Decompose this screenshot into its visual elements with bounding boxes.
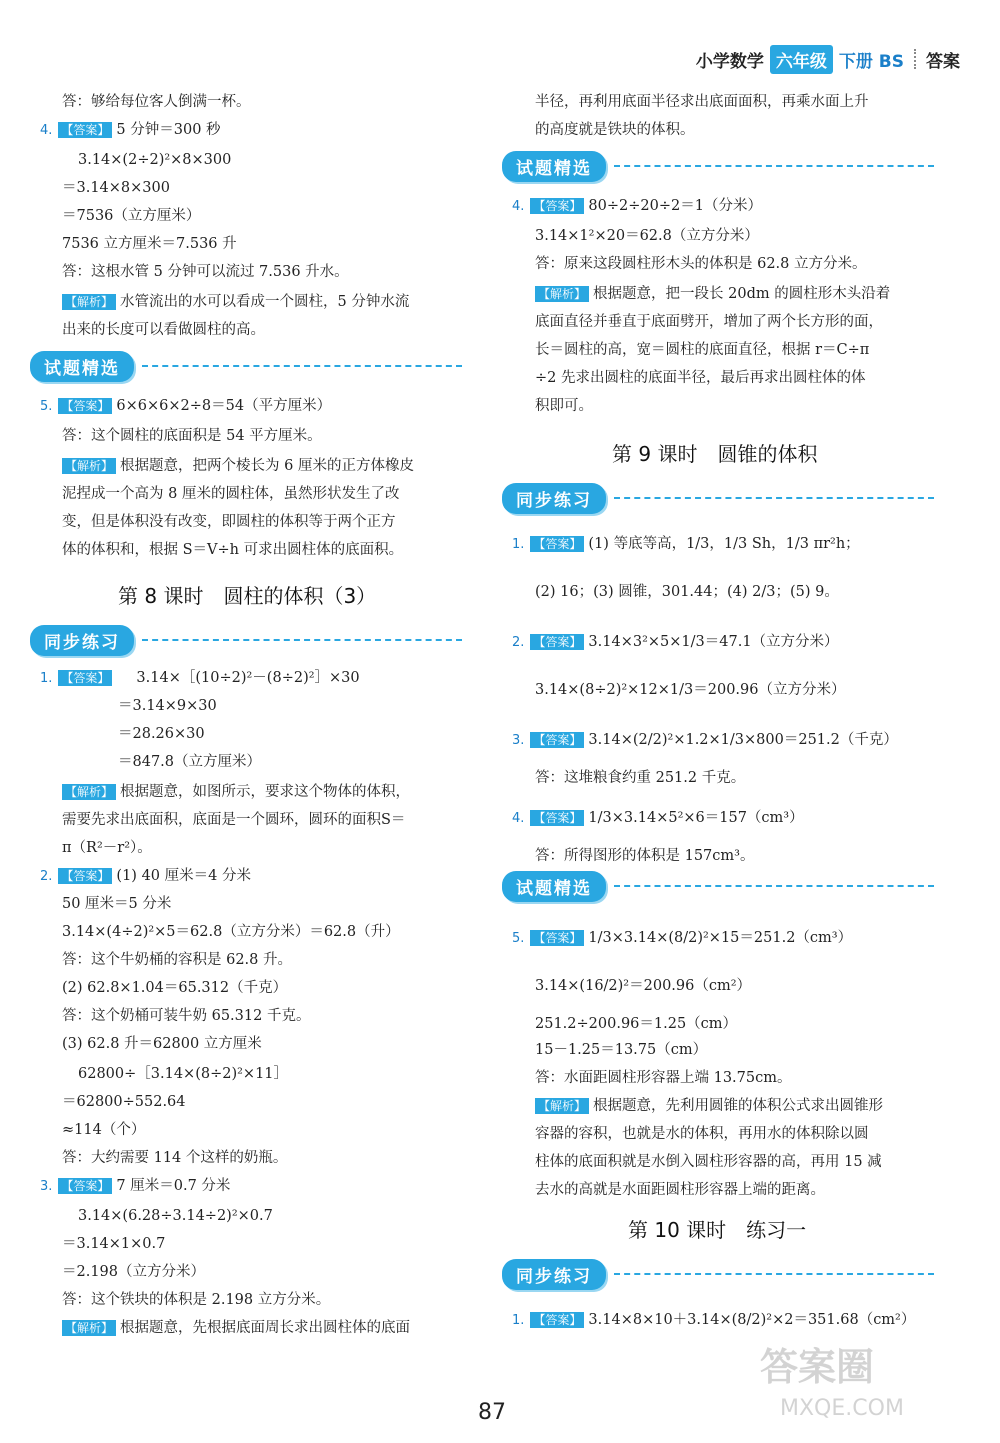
analysis-line: 【解析】 根据题意，如图所示，要求这个物体的体积， (62, 782, 410, 802)
formula-line: 3.14×(2÷2)²×8×300 (78, 152, 232, 168)
text-line: 需要先求出底面积，底面是一个圆环，圆环的面积S＝ (62, 812, 406, 828)
question-4: 4. 【答案】 5 分钟＝300 秒 (40, 122, 221, 138)
text-line: 答：大约需要 114 个这样的奶瓶。 (62, 1150, 288, 1166)
text-line: 答：这个圆柱的底面积是 54 平方厘米。 (62, 428, 322, 444)
formula-line: 3.14×(4÷2)²×5＝62.8（立方分米）＝62.8（升） (62, 924, 400, 940)
question-2: 2. 【答案】 (1) 40 厘米＝4 分米 (40, 868, 251, 884)
question-3: 3. 【答案】 3.14×(2/2)²×1.2×1/3×800＝251.2（千克） (512, 732, 898, 748)
text-line: 容器的容积，也就是水的体积，再用水的体积除以圆 (535, 1126, 869, 1142)
text-line: 长＝圆柱的高，宽＝圆柱的底面直径，根据 r＝C÷π (535, 342, 870, 358)
question-1: 1. 【答案】 3.14×［(10÷2)²－(8÷2)²］×30 (40, 670, 360, 686)
question-4: 4. 【答案】 80÷2÷20÷2＝1（分米） (512, 198, 762, 214)
text-line: 50 厘米＝5 分米 (62, 896, 172, 912)
formula-line: ＝847.8（立方厘米） (118, 754, 262, 770)
lesson-title: 第 9 课时 圆锥的体积 (612, 442, 818, 466)
text-line: 泥捏成一个高为 8 厘米的圆柱体，虽然形状发生了改 (62, 486, 400, 502)
text-line: 答：够给每位客人倒满一杯。 (62, 94, 251, 110)
section-banner: 同步练习 (502, 482, 934, 514)
question-3: 3. 【答案】 7 厘米＝0.7 分米 (40, 1178, 231, 1194)
formula-line: 3.14×1²×20＝62.8（立方分米） (535, 228, 759, 244)
text-line: 答：这个铁块的体积是 2.198 立方分米。 (62, 1292, 331, 1308)
text-line: 答：这堆粮食约重 251.2 千克。 (535, 770, 746, 786)
section-banner: 同步练习 (30, 624, 462, 656)
analysis-line: 【解析】 水管流出的水可以看成一个圆柱，5 分钟水流 (62, 292, 409, 312)
svg-text:MXQE.COM: MXQE.COM (780, 1396, 904, 1421)
analysis-line: 【解析】 根据题意，先利用圆锥的体积公式求出圆锥形 (535, 1096, 883, 1116)
text-line: 答：这根水管 5 分钟可以流过 7.536 升水。 (62, 264, 349, 280)
watermark-logo (750, 1335, 980, 1425)
text-line: 出来的长度可以看做圆柱的高。 (62, 322, 265, 338)
text-line: 底面直径并垂直于底面劈开，增加了两个长方形的面， (535, 314, 883, 330)
page-number: 87 (478, 1400, 506, 1425)
text-line: (2) 62.8×1.04＝65.312（千克） (62, 980, 288, 996)
text-line: 的高度就是铁块的体积。 (535, 122, 695, 138)
formula-line: 3.14×(16/2)²＝200.96（cm²） (535, 978, 752, 994)
section-banner: 试题精选 (502, 150, 934, 182)
section-banner: 同步练习 (502, 1258, 934, 1290)
text-line: 答：这个奶桶可装牛奶 65.312 千克。 (62, 1008, 311, 1024)
formula-line: ＝3.14×9×30 (118, 698, 217, 714)
text-line: 去水的高就是水面距圆柱形容器上端的距离。 (535, 1182, 825, 1198)
text-line: 变，但是体积没有改变，即圆柱的体积等于两个正方 (62, 514, 396, 530)
formula-line: 7536 立方厘米＝7.536 升 (62, 236, 237, 252)
analysis-line: 【解析】 根据题意，把两个棱长为 6 厘米的正方体橡皮 (62, 456, 414, 476)
question-5: 5. 【答案】 1/3×3.14×(8/2)²×15＝251.2（cm³） (512, 930, 853, 946)
formula-line: 62800÷［3.14×(8÷2)²×11］ (78, 1066, 289, 1082)
text-line: 积即可。 (535, 398, 593, 414)
question-1: 1. 【答案】 (1) 等底等高，1/3，1/3 Sh，1/3 πr²h； (512, 536, 860, 552)
text-line: π（R²－r²）。 (62, 840, 152, 856)
formula-line: ＝28.26×30 (118, 726, 205, 742)
formula-line: ＝2.198（立方分米） (62, 1264, 206, 1280)
svg-text:答案圈: 答案圈 (760, 1345, 875, 1389)
lesson-title: 第 8 课时 圆柱的体积（3） (118, 584, 377, 608)
text-line: 答：原来这段圆柱形木头的体积是 62.8 立方分米。 (535, 256, 867, 272)
header-divider (914, 49, 916, 69)
text-line: 半径，再利用底面半径求出底面面积，再乘水面上升 (535, 94, 869, 110)
text-line: 答：所得图形的体积是 157cm³。 (535, 848, 755, 864)
text-line: 答：水面距圆柱形容器上端 13.75cm。 (535, 1070, 792, 1086)
text-line: ÷2 先求出圆柱的底面半径，最后再求出圆柱体的体 (535, 370, 866, 386)
section-banner: 试题精选 (502, 870, 934, 902)
text-line: 答：这个牛奶桶的容积是 62.8 升。 (62, 952, 293, 968)
text-line: (2) 16；(3) 圆锥，301.44；(4) 2/3；(5) 9。 (535, 584, 839, 600)
text-line: (3) 62.8 升＝62800 立方厘米 (62, 1036, 262, 1052)
question-1: 1. 【答案】 3.14×8×10＋3.14×(8/2)²×2＝351.68（cm²） (512, 1312, 916, 1328)
page-header (696, 42, 960, 76)
lesson-title: 第 10 课时 练习一 (628, 1218, 807, 1242)
formula-line: ＝7536（立方厘米） (62, 208, 201, 224)
formula-line: 3.14×(8÷2)²×12×1/3＝200.96（立方分米） (535, 682, 846, 698)
text-line: 柱体的底面积就是水倒入圆柱形容器的高，再用 15 减 (535, 1154, 882, 1170)
grade-badge: 六年级 (770, 45, 833, 74)
text-line: 体的体积和，根据 S＝V÷h 可求出圆柱体的底面积。 (62, 542, 404, 558)
formula-line: ＝62800÷552.64 (62, 1094, 186, 1110)
volume-label: 下册 BS (838, 51, 904, 72)
formula-line: 251.2÷200.96＝1.25（cm） (535, 1016, 738, 1032)
formula-line: 15－1.25＝13.75（cm） (535, 1042, 708, 1058)
section-banner: 试题精选 (30, 350, 462, 382)
formula-line: ＝3.14×1×0.7 (62, 1236, 166, 1252)
analysis-line: 【解析】 根据题意，把一段长 20dm 的圆柱形木头沿着 (535, 284, 890, 304)
formula-line: ＝3.14×8×300 (62, 180, 170, 196)
subject-label: 小学数学 (695, 51, 764, 72)
question-4: 4. 【答案】 1/3×3.14×5²×6＝157（cm³） (512, 810, 804, 826)
formula-line: 3.14×(6.28÷3.14÷2)²×0.7 (78, 1208, 273, 1224)
formula-line: ≈114（个） (62, 1122, 146, 1138)
answer-label: 答案 (926, 51, 960, 72)
analysis-line: 【解析】 根据题意，先根据底面周长求出圆柱体的底面 (62, 1318, 410, 1338)
question-2: 2. 【答案】 3.14×3²×5×1/3＝47.1（立方分米） (512, 634, 839, 650)
question-5: 5. 【答案】 6×6×6×2÷8＝54（平方厘米） (40, 398, 332, 414)
